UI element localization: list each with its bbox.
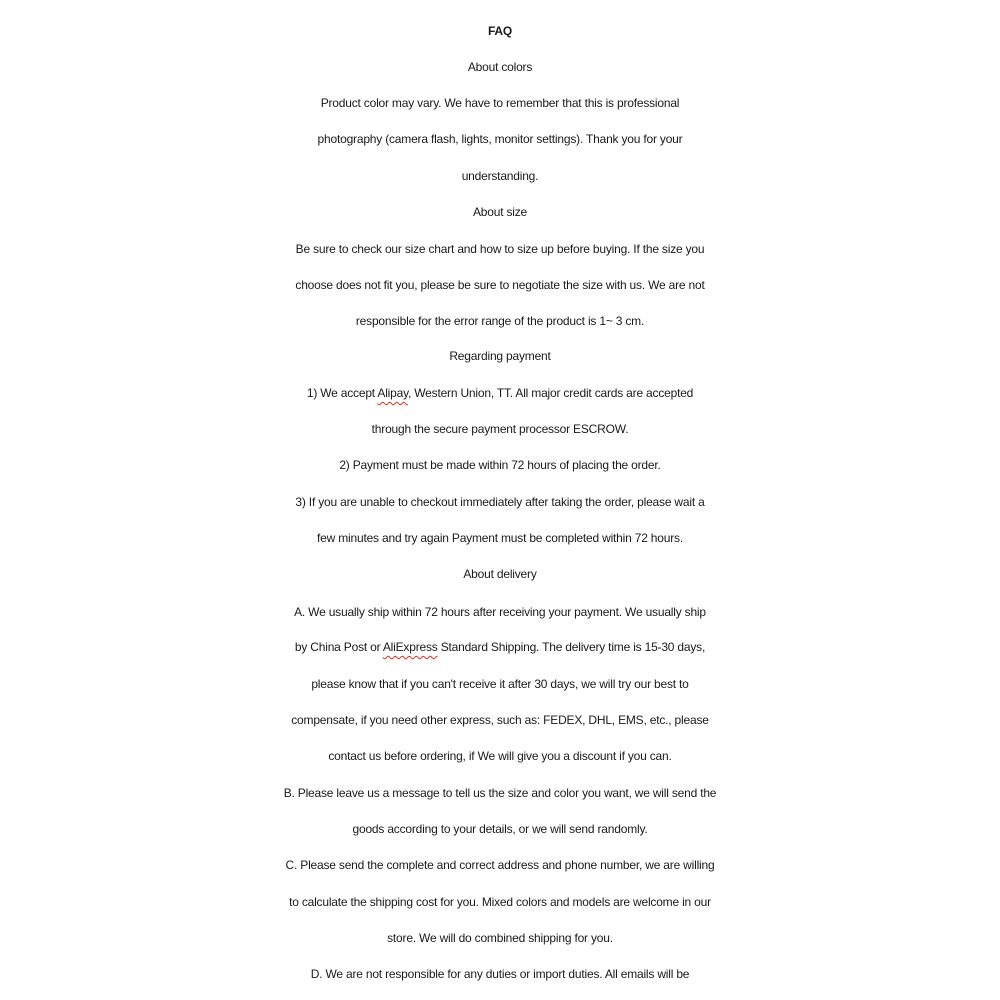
- size-text-line-3: responsible for the error range of the product is 1~ 3 cm.: [355, 314, 645, 328]
- payment-text-line-2: through the secure payment processor ESCROW.: [371, 422, 629, 436]
- delivery-text-line-1: A. We usually ship within 72 hours after receiving your payment. We usually ship: [294, 605, 706, 619]
- faq-title: FAQ: [487, 24, 513, 38]
- heading-about-colors: About colors: [467, 60, 533, 74]
- delivery-text-line-9: to calculate the shipping cost for you. Mixed colors and models are welcome in our: [289, 895, 711, 909]
- payment-text-line-3: 2) Payment must be made within 72 hours of placing the order.: [339, 458, 661, 472]
- delivery-text-line-11: D. We are not responsible for any duties or import duties. All emails will be: [310, 967, 690, 981]
- delivery-text-line-8: C. Please send the complete and correct address and phone number, we are willing: [285, 858, 715, 872]
- delivery-text-line-7: goods according to your details, or we will send randomly.: [352, 822, 648, 836]
- delivery-text-line-4: compensate, if you need other express, such as: FEDEX, DHL, EMS, etc., please: [291, 713, 709, 727]
- colors-text-line-3: understanding.: [461, 169, 539, 183]
- payment-line-1-prefix: 1) We accept: [306, 386, 378, 400]
- payment-text-line-5: few minutes and try again Payment must be completed within 72 hours.: [317, 531, 683, 545]
- delivery-text-line-3: please know that if you can't receive it after 30 days, we will try our best to: [311, 677, 689, 691]
- size-text-line-2: choose does not fit you, please be sure to negotiate the size with us. We are not: [295, 278, 705, 292]
- payment-text-line-1: [0, 378, 1000, 408]
- size-text-line-1: Be sure to check our size chart and how to size up before buying. If the size you: [295, 242, 705, 256]
- heading-about-size: About size: [472, 205, 528, 219]
- payment-line-1-suffix: , Western Union, TT. All major credit cards are accepted: [408, 386, 694, 400]
- delivery-line-2-prefix: by China Post or: [294, 640, 383, 654]
- payment-text-line-4: 3) If you are unable to checkout immediately after taking the order, please wait a: [295, 495, 705, 509]
- delivery-text-line-5: contact us before ordering, if We will give you a discount if you can.: [328, 749, 672, 763]
- heading-about-delivery: About delivery: [463, 567, 537, 581]
- colors-text-line-1: Product color may vary. We have to remember that this is professional: [320, 96, 680, 110]
- delivery-text-line-2: [0, 632, 1000, 662]
- heading-regarding-payment: Regarding payment: [449, 349, 551, 363]
- delivery-line-2-suffix: Standard Shipping. The delivery time is 15-30 days,: [437, 640, 706, 654]
- colors-text-line-2: photography (camera flash, lights, monitor settings). Thank you for your: [317, 132, 683, 146]
- delivery-text-line-10: store. We will do combined shipping for you.: [387, 931, 613, 945]
- aliexpress-text: AliExpress: [382, 640, 438, 654]
- alipay-text: Alipay: [377, 386, 408, 400]
- delivery-text-line-6: B. Please leave us a message to tell us the size and color you want, we will send the: [283, 786, 717, 800]
